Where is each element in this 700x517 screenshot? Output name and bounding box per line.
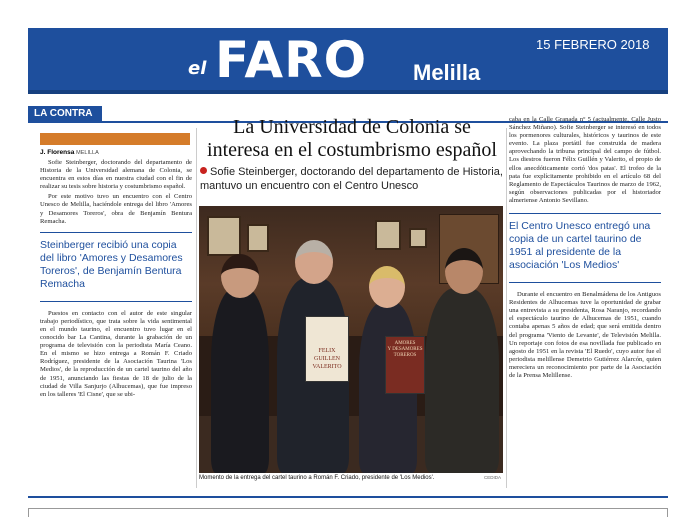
page-bottom-rule: [28, 496, 668, 498]
masthead-city: Melilla: [413, 60, 481, 85]
person-head: [369, 266, 405, 308]
pull-quote: Steinberger recibió una copia del libro 'Amores y Desamores Toreros', de Benjamín Bentura Remacha: [40, 232, 192, 302]
subheadline-text: Sofie Steinberger, doctorando del departamento de Historia, mantuvo un encuentro con el Centro Unesco: [200, 166, 503, 192]
book-title-line: TOREROS: [393, 353, 417, 358]
book-title-line: Y DESAMORES: [387, 347, 423, 352]
masthead: [28, 28, 668, 94]
byline-author: J. Florensa: [40, 149, 75, 156]
book-title-line: AMORES: [394, 341, 416, 346]
next-page-edge: [28, 508, 668, 517]
person-man-right: [425, 288, 499, 473]
paragraph: Sofie Steinberger, doctorando del departamento de Historia de la Universidad alemana de Colonia, se encuentra en estos días en nuestra ciudad con el fin de realizar su tesis sobre historia y costumbrismo español.: [40, 159, 192, 191]
book-title-line: FELIX GUILLEN: [314, 348, 340, 362]
left-column: [40, 133, 192, 401]
book-felix-guillen: [305, 316, 349, 382]
byline-place: MELILLA: [76, 150, 99, 156]
paragraph: caba en la Calle Granada nº 5 (actualmente, Calle Justo Sánchez Miñano). Sofie Steinberger se interesó en todos los pormenores culturales, históricos y taurinos de este evento. La plaza portátil fue construida de madera aprovechando la tribuna principal del campo de fútbol. Los diestros fueron Félix Guillén y Valerito, el propio de ellos anecdóticamente cortó 'dos patas'. El trofeo de la pata fue explícitamente prohibido en el artículo 68 del Reglamento de Espectáculos Taurinos de marzo de 1962, según observaciones publicadas por el historiador almeriense Antonio Sevillano.: [509, 116, 661, 204]
photo-credit: CEDIDA: [483, 475, 501, 480]
paragraph: Durante el encuentro en Benalmádena de los Antiguos Residentes de Alhucemas tuve la oportunidad de grabar una entrevista a su presidenta, Rosa Naranjo, recordando el espectáculo taurino de Alhucemas de 1951, cuando contaba apenas 5 años de edad; que será emitida dentro del programa 'Viento de Levante', de Televisión Melilla. Un reportaje con fotos de esa novillada fue publicado en agosto de 1951 en la revista 'El Ruedo', cuyo autor fue el periodista melillense Demetrio Gutiérrez Alarcón, quien mereciera un reconocimiento por parte de la Asociación de la Prensa Melillense.: [509, 291, 661, 379]
accent-bar: [40, 133, 190, 145]
section-label: LA CONTRA: [28, 106, 102, 122]
paragraph: Puestos en contacto con el autor de este singular trabajo periodístico, que trata sobre la vida sentimental en el mundo taurino, el encuentro tuvo lugar en el conocido bar La Cantina, durante la grabación de un programa de televisión con la periodista María Ceano. En el mismo se hizo entrega a Román F. Criado Rodríguez, presidente de la Asociación Taurina 'Los Medios', de la reproducción de un cartel taurino del año de 1951, anunciando las fiestas de 18 de julio de la ciudad de Villa Sanjurjo (Alhucemas), que fue impreso en los talleres 'El Cisne', que se ubi-: [40, 309, 192, 398]
right-column: [509, 116, 661, 382]
wall-picture: [247, 224, 269, 252]
subheadline: [200, 166, 504, 193]
column-rule: [506, 128, 507, 488]
masthead-logo: FARO: [215, 31, 368, 89]
body-text: [40, 310, 192, 399]
pull-quote: El Centro Unesco entregó una copia de un cartel taurino de 1951 al presidente de la asociación 'Los Medios': [509, 213, 661, 283]
wall-picture: [375, 220, 401, 250]
byline: [40, 149, 192, 156]
person-head: [445, 248, 483, 294]
body-text: [509, 291, 661, 380]
wall-picture: [409, 228, 427, 248]
body-text: [40, 159, 192, 226]
person-head: [295, 240, 333, 284]
article-photo: [199, 206, 503, 473]
masthead-el: el: [188, 58, 207, 79]
column-rule: [196, 128, 197, 488]
book-amores-desamores: [385, 336, 425, 394]
book-title-line: VALERITO: [312, 364, 342, 370]
newspaper-page: [28, 28, 668, 498]
issue-date: 15 FEBRERO 2018: [536, 37, 650, 52]
wall-picture: [207, 216, 241, 256]
paragraph: Por este motivo tuvo un encuentro con el Centro Unesco de Melilla, haciéndole entrega del libro 'Amores y Desamores Toreros', obra de Benjamín Bentura Remacha.: [40, 193, 192, 225]
photo-caption: [199, 475, 503, 481]
headline: La Universidad de Colonia se interesa en el costumbrismo español: [207, 116, 497, 161]
person-woman-left: [211, 288, 269, 473]
body-text: [509, 116, 661, 205]
person-head: [221, 254, 259, 298]
bullet-dot-icon: [200, 167, 207, 174]
caption-text: Momento de la entrega del cartel taurino a Román F. Criado, presidente de 'Los Medios'.: [199, 475, 435, 481]
